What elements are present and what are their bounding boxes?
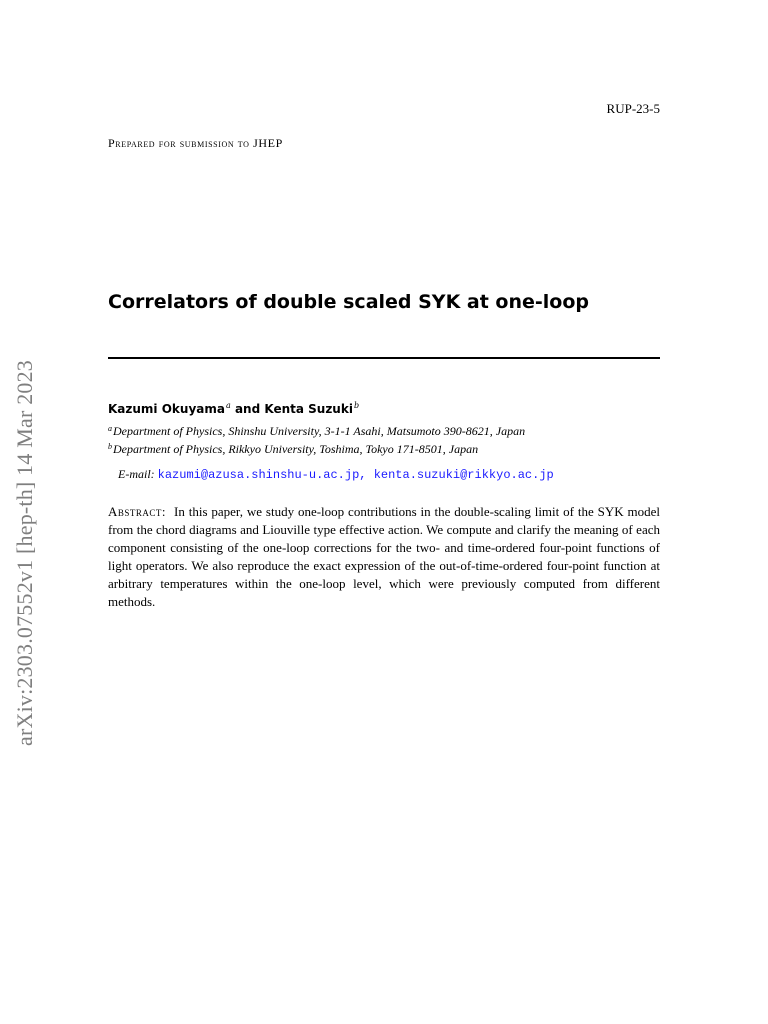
abstract — [108, 503, 660, 611]
email-links[interactable]: kazumi@azusa.shinshu-u.ac.jp, kenta.suzuki@rikkyo.ac.jp — [157, 468, 554, 482]
affiliation-mark: b — [108, 442, 112, 451]
abstract-text: In this paper, we study one-loop contributions in the double-scaling limit of the SYK model from the chord diagrams and Liouville type effective action. We compute and clarify the meaning of each component consisting of the one-loop corrections for the two- and time-ordered four-point functions of light operators. We also reproduce the exact expression of the out-of-time-ordered four-point function at arbitrary temperatures within the one-loop level, which were previously computed from different methods. — [108, 504, 660, 609]
affiliation-mark: a — [225, 401, 231, 410]
paper-title: Correlators of double scaled SYK at one-loop — [108, 291, 589, 313]
report-number: RUP-23-5 — [606, 101, 660, 116]
email-label: E-mail: — [118, 467, 155, 481]
author-conjunction: and — [234, 402, 261, 416]
affiliation — [108, 442, 478, 457]
submission-note: Prepared for submission to JHEP — [108, 136, 283, 150]
email-line — [118, 467, 554, 482]
affiliation-mark: b — [353, 401, 360, 410]
arxiv-identifier-stamp: arXiv:2303.07552v1 [hep-th] 14 Mar 2023 — [12, 359, 37, 746]
author-list — [108, 401, 359, 416]
affiliation — [108, 424, 525, 439]
abstract-label: Abstract: — [108, 504, 167, 519]
author-name: Kazumi Okuyama — [108, 402, 225, 416]
affiliation-text: Department of Physics, Shinshu University, 3-1-1 Asahi, Matsumoto 390-8621, Japan — [113, 424, 526, 438]
affiliation-mark: a — [108, 424, 112, 433]
author-name: Kenta Suzuki — [264, 402, 353, 416]
affiliation-text: Department of Physics, Rikkyo University, Toshima, Tokyo 171-8501, Japan — [113, 442, 479, 456]
title-rule — [108, 357, 660, 359]
